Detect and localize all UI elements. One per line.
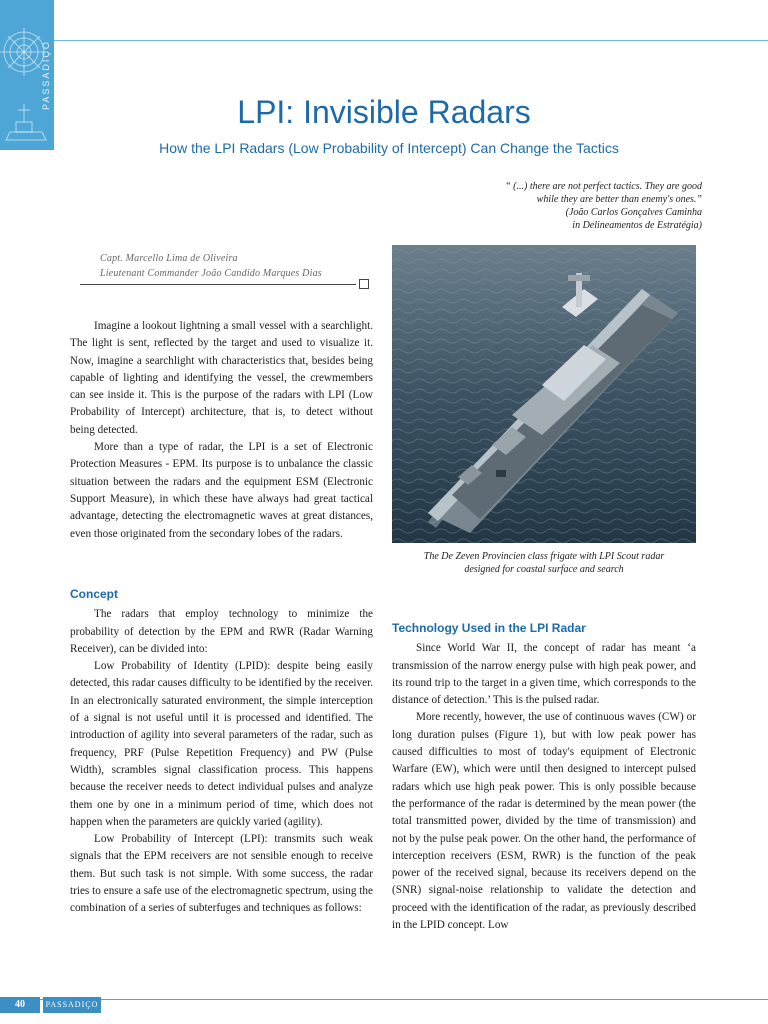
- technology-section: [392, 620, 696, 934]
- article-subtitle: How the LPI Radars (Low Probability of Intercept) Can Change the Tactics: [159, 140, 619, 156]
- body-paragraph: More recently, however, the use of continuous waves (CW) or long duration pulses (Figure 1), but with low peak power has caused difficulties to most of today's equipment of Electronic Warfare (EW), which were until then designed to intercept pulsed radars which use high peak power. This is only possible because the performance of the radar is determined by the mean power (the total transmitted power, divided by the time of transmission) and not by the pulse peak power. On the other hand, the performance of interception receivers (ESM, RWR) is the function of the peak power of the received signal, because its receivers depend on the (SNR) signal-noise relationship to validate the detection and proceed with the identification of the radar, as previously described in the LPID concept. Low: [392, 711, 696, 932]
- author-divider: [80, 284, 356, 285]
- caption-line: designed for coastal surface and search: [464, 564, 624, 575]
- epigraph-line: while they are better than enemy's ones.”: [536, 194, 702, 205]
- intro-column: [70, 318, 373, 543]
- page-number: 40: [0, 997, 40, 1013]
- epigraph-line: in Delineamentos de Estratégia): [572, 220, 702, 231]
- body-paragraph: Since World War II, the concept of radar has meant ‘a transmission of the narrow energy pulse with high peak power, and its round trip to the target in a given time, which corresponds to the distance of detection.’ This is the pulsed radar.: [392, 642, 696, 707]
- epigraph: [442, 180, 702, 232]
- footer-magazine-name: PASSADIÇO: [43, 997, 101, 1013]
- top-rule: [54, 40, 768, 41]
- epigraph-line: (João Carlos Gonçalves Caminha: [565, 207, 702, 218]
- concept-section: [70, 586, 373, 918]
- epigraph-line: “ (...) there are not perfect tactics. They are good: [505, 181, 702, 192]
- footer-rule: [0, 999, 768, 1000]
- section-heading-technology: Technology Used in the LPI Radar: [392, 621, 586, 635]
- section-heading-concept: Concept: [70, 587, 118, 601]
- author-divider-box: [359, 279, 369, 289]
- body-paragraph: More than a type of radar, the LPI is a set of Electronic Protection Measures - EPM. Its purpose is to unbalance the classic situation between the radars and the equipment ESM (Electronic Support Measure), in which these have always had great tactical advantage, detecting the electromagnetic waves at great distances, even those originated from the secondary lobes of the radars.: [70, 441, 373, 540]
- author-block: [100, 251, 370, 281]
- sidebar-magazine-text: PASSADIÇO: [41, 40, 51, 110]
- body-paragraph: The radars that employ technology to minimize the probability of detection by the EPM and RWR (Radar Warning Receiver), can be divided into:: [70, 608, 373, 655]
- body-paragraph: Imagine a lookout lightning a small vessel with a searchlight. The light is sent, reflected by the target and used to visualize it. Now, imagine a searchlight with characteristics that, besides being capable of lighting and identifying the vessel, the crewmembers can see inside it. This is the purpose of the radars with LPI (Low Probability of Intercept) architecture, that is, to detect without being detected.: [70, 320, 373, 436]
- frigate-photo: [392, 245, 696, 543]
- frigate-image: [392, 245, 696, 543]
- body-paragraph: Low Probability of Intercept (LPI): transmits such weak signals that the EPM receivers are not sensible enough to receive them. But such task is not simple. With some success, the radar tries to ensure a safe use of the electromagnetic spectrum, using the combination of a series of subterfuges and techniques as follows:: [70, 833, 373, 915]
- article-title: LPI: Invisible Radars: [237, 94, 531, 130]
- body-paragraph: Low Probability of Identity (LPID): despite being easily detected, this radar causes difficulty to be identified by the receiver. In an electronically saturated environment, the simple interception of a signal is not useful until it is processed and identified. The introduction of agility into several parameters of the radar, such as frequency, PRF (Pulse Repetition Frequency) and PW (Pulse Width), scrambles signal classification process. This happens because the receiver needs to detect individual pulses and analyze them one by one in a minimum period of time, which does not happen when the parameters are quickly varied (agility).: [70, 660, 373, 828]
- author-name: Capt. Marcello Lima de Oliveira: [100, 253, 238, 264]
- caption-line: The De Zeven Provincien class frigate with LPI Scout radar: [423, 551, 665, 562]
- author-name: Lieutenant Commander João Candido Marques Dias: [100, 268, 322, 279]
- photo-caption: [392, 550, 696, 576]
